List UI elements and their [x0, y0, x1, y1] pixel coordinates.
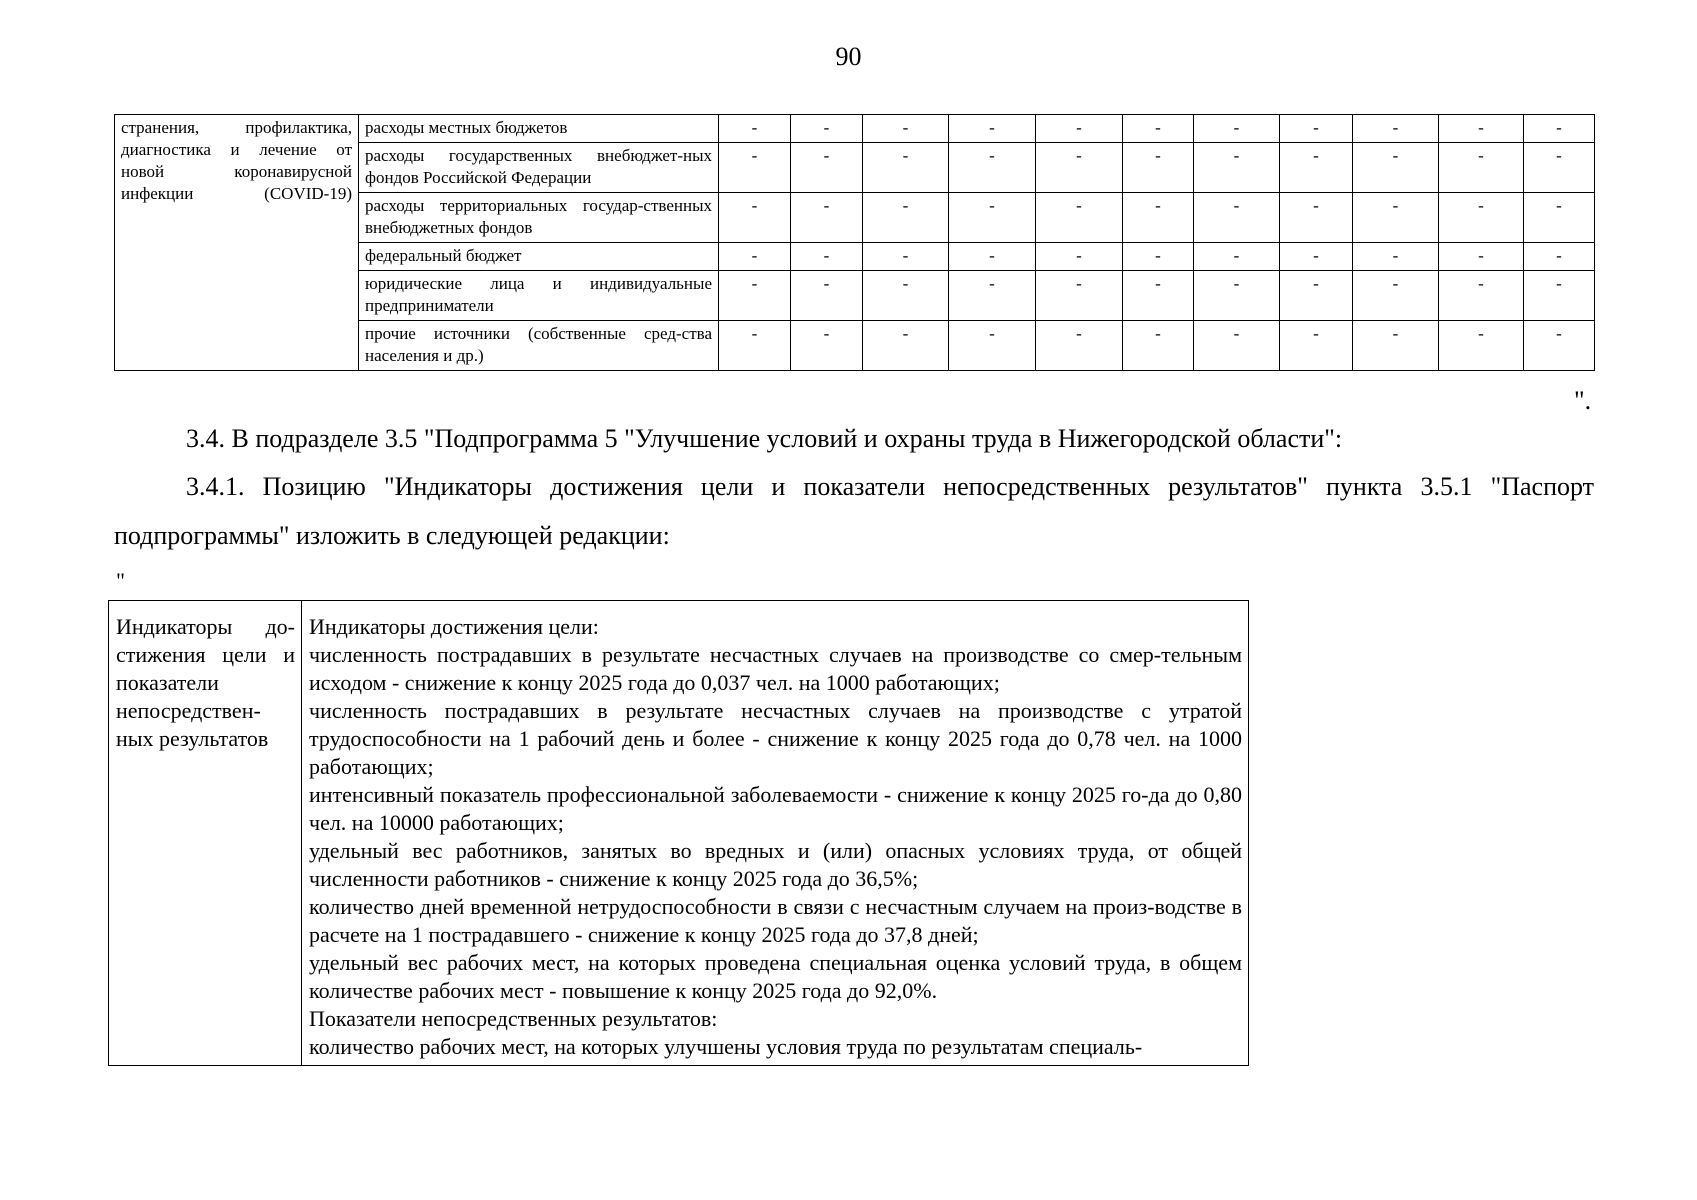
- value-cell: -: [949, 115, 1036, 143]
- value-cell: -: [1524, 271, 1595, 321]
- indicator-line: интенсивный показатель профессиональной заболеваемости - снижение к концу 2025 го-да до 0,80 чел. на 10000 работающих;: [309, 782, 1242, 835]
- value-cell: -: [1194, 271, 1280, 321]
- value-cell: -: [1280, 143, 1353, 193]
- value-cell: -: [1123, 143, 1194, 193]
- value-cell: -: [949, 271, 1036, 321]
- value-cell: -: [1194, 143, 1280, 193]
- value-cell: -: [1123, 271, 1194, 321]
- value-cell: -: [1524, 115, 1595, 143]
- value-cell: -: [1524, 321, 1595, 371]
- value-cell: -: [1439, 193, 1524, 243]
- source-label: федеральный бюджет: [359, 243, 719, 271]
- indicator-line: численность пострадавших в результате несчастных случаев на производстве со смер-тельным исходом - снижение к концу 2025 года до 0,037 чел. на 1000 работающих;: [309, 642, 1242, 695]
- value-cell: -: [719, 321, 791, 371]
- value-cell: -: [1353, 143, 1439, 193]
- value-cell: -: [1194, 193, 1280, 243]
- value-cell: -: [863, 115, 949, 143]
- value-cell: -: [1439, 143, 1524, 193]
- value-cell: -: [719, 115, 791, 143]
- value-cell: -: [1036, 271, 1123, 321]
- opening-quote: ": [116, 568, 125, 593]
- value-cell: -: [949, 193, 1036, 243]
- value-cell: -: [1280, 193, 1353, 243]
- indicator-line: удельный вес рабочих мест, на которых проведена специальная оценка условий труда, в общем количестве рабочих мест - повышение к концу 2025 года до 92,0%.: [309, 950, 1242, 1003]
- value-cell: -: [1123, 193, 1194, 243]
- value-cell: -: [1353, 115, 1439, 143]
- value-cell: -: [1280, 321, 1353, 371]
- value-cell: -: [863, 193, 949, 243]
- indicator-line: Показатели непосредственных результатов:: [309, 1006, 718, 1031]
- value-cell: -: [1036, 143, 1123, 193]
- value-cell: -: [1439, 321, 1524, 371]
- closing-quote: ".: [1574, 386, 1592, 415]
- value-cell: -: [1353, 193, 1439, 243]
- indicators-table: [108, 600, 1249, 1066]
- value-cell: -: [1194, 243, 1280, 271]
- value-cell: -: [791, 243, 863, 271]
- value-cell: -: [791, 143, 863, 193]
- value-cell: -: [1439, 271, 1524, 321]
- indicator-line: количество рабочих мест, на которых улучшены условия труда по результатам специаль-: [309, 1034, 1143, 1059]
- indicators-label-cell: [109, 601, 302, 1066]
- value-cell: -: [1524, 243, 1595, 271]
- value-cell: -: [719, 143, 791, 193]
- source-label: расходы государственных внебюджет-ных фондов Российской Федерации: [359, 143, 719, 193]
- value-cell: -: [791, 193, 863, 243]
- value-cell: -: [949, 243, 1036, 271]
- indicators-row: [109, 601, 1249, 1066]
- value-cell: -: [1353, 271, 1439, 321]
- value-cell: -: [1194, 321, 1280, 371]
- value-cell: -: [1036, 243, 1123, 271]
- value-cell: -: [1123, 321, 1194, 371]
- indicator-line: Индикаторы достижения цели:: [309, 614, 599, 639]
- value-cell: -: [1353, 243, 1439, 271]
- indicator-line: численность пострадавших в результате несчастных случаев на производстве с утратой трудоспособности на 1 рабочий день и более - снижение к концу 2025 года до 0,78 чел. на 1000 работающих;: [309, 698, 1242, 779]
- category-label: странения, профилактика, диагностика и лечение от новой коронавирусной инфекции (COVID-19): [115, 115, 359, 371]
- value-cell: -: [1439, 243, 1524, 271]
- value-cell: -: [1524, 193, 1595, 243]
- value-cell: -: [719, 271, 791, 321]
- value-cell: -: [1353, 321, 1439, 371]
- indicators-content-cell: [302, 601, 1249, 1066]
- value-cell: -: [1123, 115, 1194, 143]
- value-cell: -: [1280, 243, 1353, 271]
- value-cell: -: [1439, 115, 1524, 143]
- source-label: юридические лица и индивидуальные предприниматели: [359, 271, 719, 321]
- value-cell: -: [863, 271, 949, 321]
- value-cell: -: [719, 193, 791, 243]
- funding-sources-table: [114, 114, 1595, 371]
- paragraph-3-4-1: 3.4.1. Позицию "Индикаторы достижения цели и показатели непосредственных результатов" пункта 3.5.1 "Паспорт: [186, 472, 1594, 501]
- value-cell: -: [1524, 143, 1595, 193]
- value-cell: -: [949, 143, 1036, 193]
- indicators-label: Индикаторы до-стижения цели и показатели непосредствен-ных результатов: [116, 614, 295, 751]
- value-cell: -: [1036, 193, 1123, 243]
- value-cell: -: [791, 321, 863, 371]
- value-cell: -: [1280, 271, 1353, 321]
- source-label: прочие источники (собственные сред-ства населения и др.): [359, 321, 719, 371]
- value-cell: -: [791, 115, 863, 143]
- source-label: расходы территориальных государ-ственных внебюджетных фондов: [359, 193, 719, 243]
- value-cell: -: [791, 271, 863, 321]
- indicator-line: удельный вес работников, занятых во вредных и (или) опасных условиях труда, от общей численности работников - снижение к концу 2025 года до 36,5%;: [309, 838, 1242, 891]
- value-cell: -: [719, 243, 791, 271]
- paragraph-3-4: 3.4. В подразделе 3.5 "Подпрограмма 5 "Улучшение условий и охраны труда в Нижегородской области":: [186, 424, 1343, 453]
- value-cell: -: [1194, 115, 1280, 143]
- value-cell: -: [863, 321, 949, 371]
- value-cell: -: [1036, 321, 1123, 371]
- indicator-line: количество дней временной нетрудоспособности в связи с несчастным случаем на произ-водстве в расчете на 1 пострадавшего - снижение к концу 2025 года до 37,8 дней;: [309, 894, 1242, 947]
- value-cell: -: [863, 143, 949, 193]
- source-label: расходы местных бюджетов: [359, 115, 719, 143]
- value-cell: -: [949, 321, 1036, 371]
- value-cell: -: [863, 243, 949, 271]
- value-cell: -: [1123, 243, 1194, 271]
- paragraph-3-4-1-continuation: подпрограммы" изложить в следующей редакции:: [114, 521, 670, 550]
- page-number: 90: [835, 42, 862, 71]
- table-row: [115, 115, 1595, 143]
- value-cell: -: [1280, 115, 1353, 143]
- value-cell: -: [1036, 115, 1123, 143]
